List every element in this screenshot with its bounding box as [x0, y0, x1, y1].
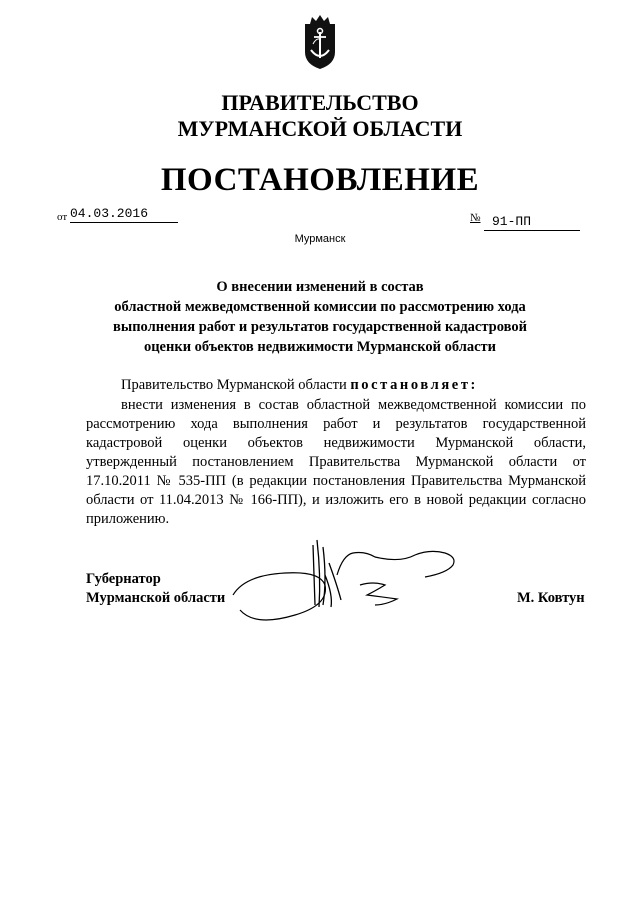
- city: Мурманск: [294, 233, 346, 245]
- preamble: [121, 376, 478, 395]
- signatory-title: [86, 570, 225, 608]
- subject-line: выполнения работ и результатов государственной кадастровой: [113, 319, 527, 335]
- signatory-title-line2: Мурманской области: [86, 590, 226, 606]
- preamble-text: Правительство Мурманской области: [121, 377, 347, 393]
- coat-of-arms-icon: [303, 14, 337, 70]
- handwritten-signature-icon: [225, 535, 465, 630]
- document-type: ПОСТАНОВЛЕНИЕ: [160, 162, 480, 198]
- document-subject: [90, 277, 550, 357]
- organization-name-line1: ПРАВИТЕЛЬСТВО: [221, 90, 419, 115]
- subject-line: областной межведомственной комиссии по рассмотрению хода: [114, 299, 526, 315]
- body-text: внести изменения в состав областной межведомственной комиссии по рассмотрению хода выполнения работ и результатов государственной кадастровой оценки объектов недвижимости Мурманской области, утвержденный постановлением Правительства Мурманской области от 17.10.2011 № 535-ПП (в редакции постановления Правительства Мурманской области от 11.04.2013 № 166-ПП), и изложить его в новой редакции согласно приложению.: [86, 397, 586, 527]
- organization-name-line2: МУРМАНСКОЙ ОБЛАСТИ: [177, 116, 463, 141]
- subject-line: оценки объектов недвижимости Мурманской области: [143, 339, 497, 355]
- date-label: от: [57, 211, 68, 223]
- subject-line: О внесении изменений в состав: [216, 279, 424, 295]
- signatory-name: М. Ковтун: [517, 590, 585, 606]
- document-date: 04.03.2016: [70, 206, 178, 223]
- decree-word: постановляет:: [350, 377, 478, 393]
- signatory-title-line1: Губернатор: [86, 571, 161, 587]
- number-label: №: [470, 212, 481, 224]
- document-number: 91-ПП: [484, 214, 580, 231]
